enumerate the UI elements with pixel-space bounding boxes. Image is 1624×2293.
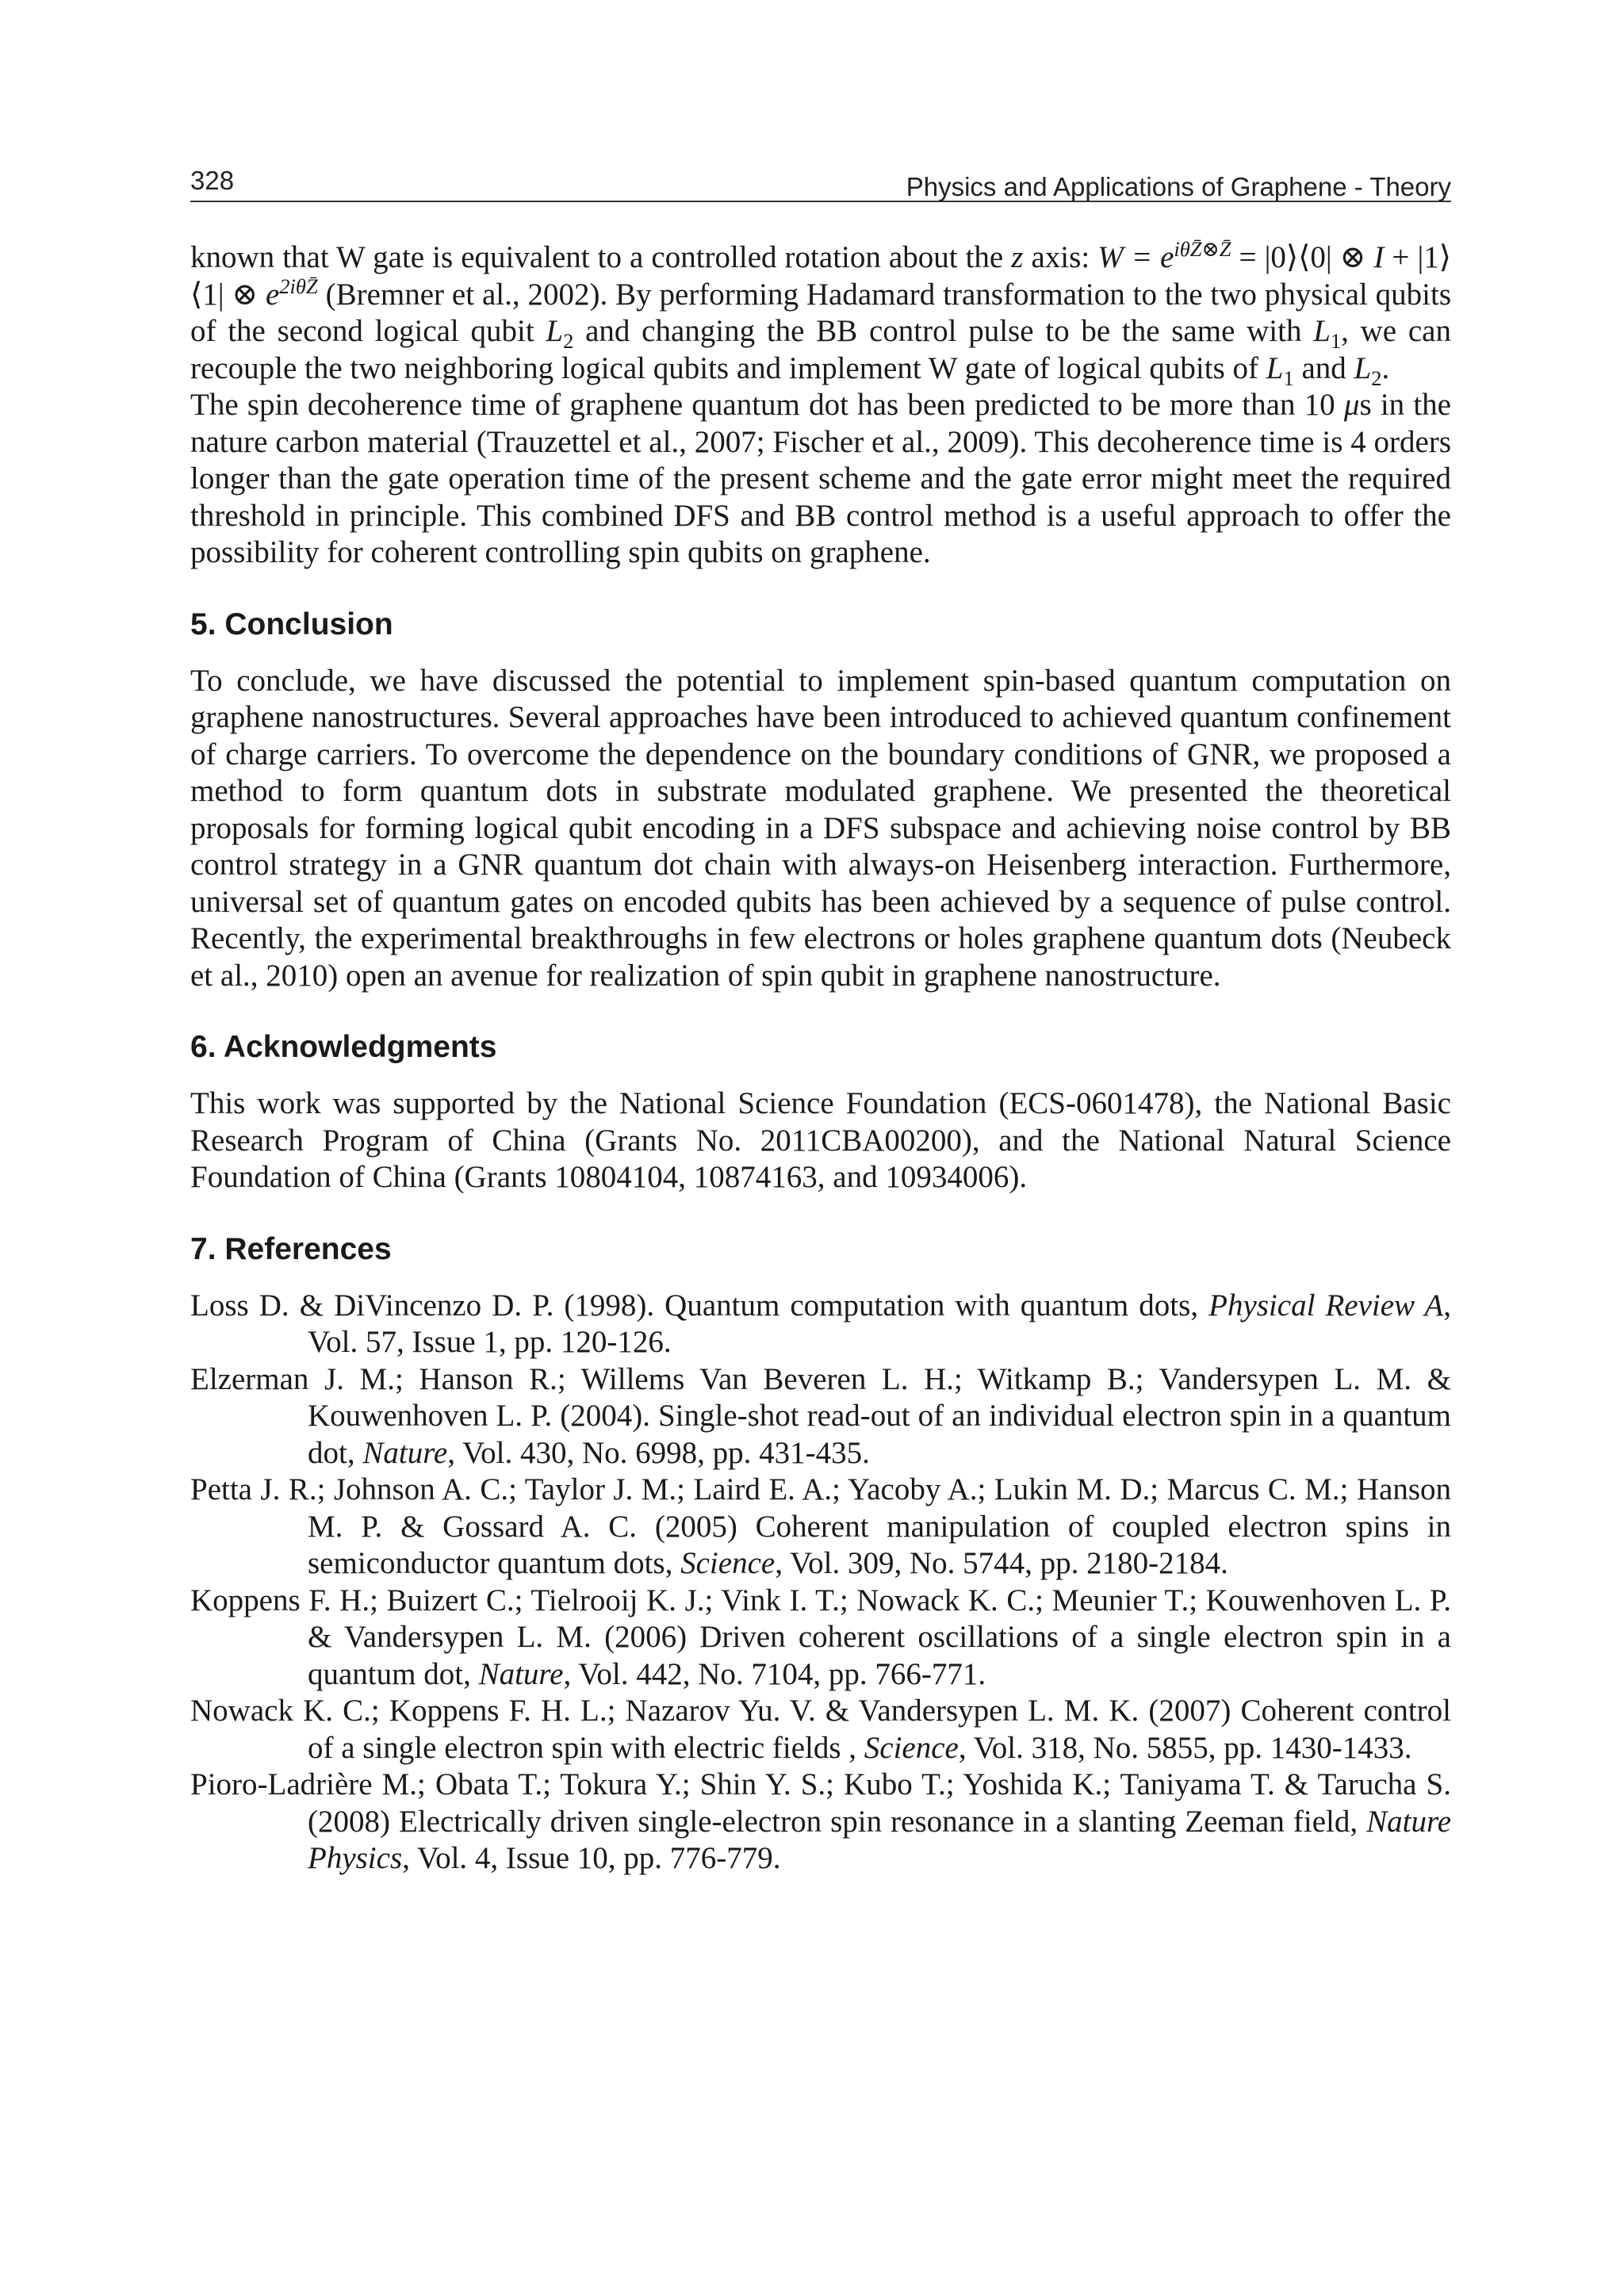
reference-item: Koppens F. H.; Buizert C.; Tielrooij K. J.; Vink I. T.; Nowack K. C.; Meunier T.; Kouwenhoven L. P. & Vandersypen L. M. (2006) Driven coherent oscillations of a single electron spin in a quantum dot, Nature, Vol. 442, No. 7104, pp. 766-771. bbox=[190, 1583, 1451, 1691]
section-heading-acknowledgments: 6. Acknowledgments bbox=[190, 1030, 497, 1064]
page-number: 328 bbox=[190, 166, 235, 195]
intro-paragraph-2: The spin decoherence time of graphene quantum dot has been predicted to be more than 10 μs in the nature carbon material (Trauzettel et al., 2007; Fischer et al., 2009). This decoherence time is 4 orders longer than the gate operation time of the present scheme and the gate error might meet the required threshold in principle. This combined DFS and BB control method is a useful approach to offer the possibility for coherent controlling spin qubits on graphene. bbox=[190, 388, 1451, 569]
reference-list bbox=[190, 1288, 1451, 1878]
running-title: Physics and Applications of Graphene - Theory bbox=[906, 172, 1451, 201]
running-header bbox=[190, 164, 1451, 202]
reference-item: Pioro-Ladrière M.; Obata T.; Tokura Y.; Shin Y. S.; Kubo T.; Yoshida K.; Taniyama T. & Tarucha S. (2008) Electrically driven single-electron spin resonance in a slanting Zeeman field, Nature Physics, Vol. 4, Issue 10, pp. 776-779. bbox=[190, 1767, 1451, 1875]
acknowledgments-paragraph: This work was supported by the National Science Foundation (ECS-0601478), the National Basic Research Program of China (Grants No. 2011CBA00200), and the National Natural Science Foundation of China (Grants 10804104, 10874163, and 10934006). bbox=[190, 1086, 1451, 1194]
section-heading-conclusion: 5. Conclusion bbox=[190, 607, 393, 641]
reference-item: Loss D. & DiVincenzo D. P. (1998). Quantum computation with quantum dots, Physical Review A, Vol. 57, Issue 1, pp. 120-126. bbox=[190, 1288, 1451, 1359]
w-gate-equation: $W = e^{i\theta Z̄\otimes Z̄}$ = |0⟩⟨0| ⊗ I + |1⟩⟨1| ⊗ $e^{2i\theta Z̄}$ bbox=[190, 237, 1451, 312]
conclusion-paragraph: To conclude, we have discussed the potential to implement spin-based quantum computation on graphene nanostructures. Several approaches have been introduced to achieved quantum confinement of charge carriers. To overcome the dependence on the boundary conditions of GNR, we proposed a method to form quantum dots in substrate modulated graphene. We presented the theoretical proposals for forming logical qubit encoding in a DFS subspace and achieving noise control by BB control strategy in a GNR quantum dot chain with always-on Heisenberg interaction. Furthermore, universal set of quantum gates on encoded qubits has been achieved by a sequence of pulse control. Recently, the experimental breakthroughs in few electrons or holes graphene quantum dots (Neubeck et al., 2010) open an avenue for realization of spin qubit in graphene nanostructure. bbox=[190, 663, 1451, 993]
reference-item: Nowack K. C.; Koppens F. H. L.; Nazarov Yu. V. & Vandersypen L. M. K. (2007) Coherent control of a single electron spin with electric fields , Science, Vol. 318, No. 5855, pp. 1430-1433. bbox=[190, 1694, 1451, 1765]
reference-item: Elzerman J. M.; Hanson R.; Willems Van Beveren L. H.; Witkamp B.; Vandersypen L. M. & Kouwenhoven L. P. (2004). Single-shot read-out of an individual electron spin in a quantum dot, Nature, Vol. 430, No. 6998, pp. 431-435. bbox=[190, 1361, 1451, 1470]
reference-item: Petta J. R.; Johnson A. C.; Taylor J. M.; Laird E. A.; Yacoby A.; Lukin M. D.; Marcus C. M.; Hanson M. P. & Gossard A. C. (2005) Coherent manipulation of coupled electron spins in semiconductor quantum dots, Science, Vol. 309, No. 5744, pp. 2180-2184. bbox=[190, 1472, 1451, 1580]
intro-paragraph-1: known that W gate is equivalent to a controlled rotation about the z axis: $W = e^{i\theta Z̄\otimes Z̄}$ = |0⟩⟨0| ⊗ I + |1⟩⟨1| ⊗ $e^{2i\theta Z̄}$ (Bremner et al., 2002). By performing Hadamard transformation to the two physical qubits of the second logical qubit $L_2$ and changing the BB control pulse to be the same with $L_1$, we can recouple the two neighboring logical qubits and implement W gate of logical qubits of $L_1$ and $L_2$. bbox=[190, 237, 1451, 390]
page-body bbox=[190, 239, 1451, 1878]
section-heading-references: 7. References bbox=[190, 1231, 392, 1266]
